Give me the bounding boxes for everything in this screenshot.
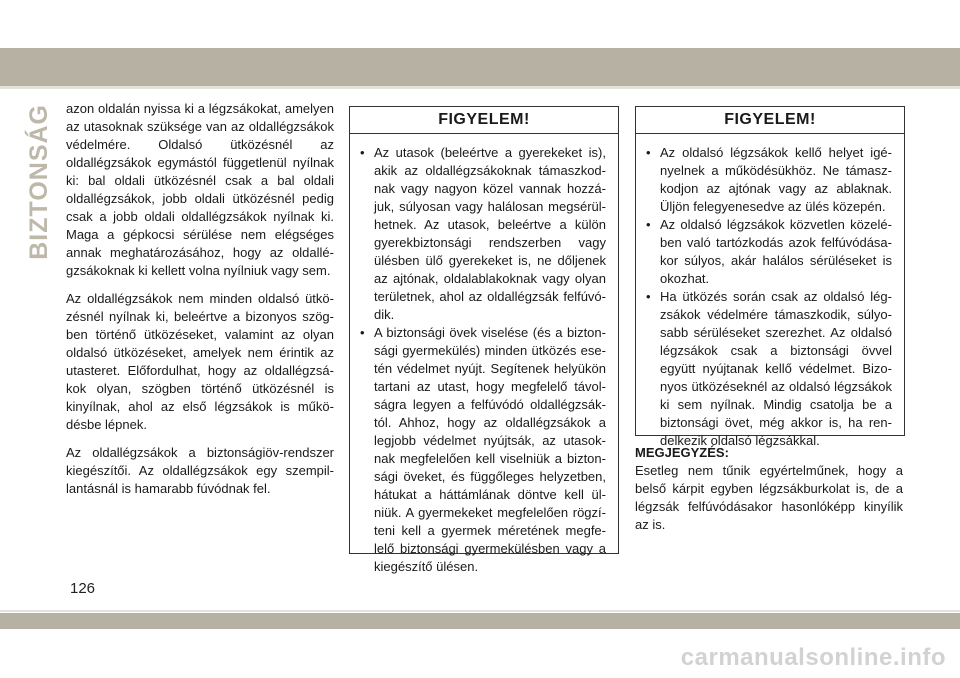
bullet-icon: • bbox=[646, 289, 651, 304]
warning-item bbox=[360, 324, 606, 576]
paragraph: Az oldallégzsákok a biztonságiöv-rendszer kiegészítői. Az oldallégzsákok egy szempillantásnál is hamarabb fúvódnak fel. bbox=[66, 445, 334, 496]
warning-box-2 bbox=[635, 106, 905, 448]
footer-band bbox=[0, 613, 960, 629]
warning-item-text: Az oldalsó légzsákok közvetlen közelében való tartózkodás azok felfúvódásakor súlyos, akár halálos sérüléseket is okozhat. bbox=[660, 217, 892, 286]
warning-title: FIGYELEM! bbox=[350, 107, 618, 134]
warning-list bbox=[636, 134, 904, 450]
page-number: 126 bbox=[70, 580, 96, 597]
warning-item bbox=[646, 216, 892, 288]
warning-list bbox=[350, 134, 618, 576]
note-block bbox=[635, 444, 903, 534]
section-label: BIZTONSÁG bbox=[24, 104, 53, 260]
warning-item-text: Az oldalsó légzsákok kellő helyet igényelnek a működésükhöz. Ne támaszkodjon az ajtónak vagy az ablaknak. Üljön felegyenesedve az ülés közepén. bbox=[660, 145, 892, 214]
warning-item bbox=[646, 144, 892, 216]
header-band bbox=[0, 48, 960, 86]
bullet-icon: • bbox=[646, 217, 651, 232]
warning-item bbox=[360, 144, 606, 324]
warning-item-text: A biztonsági övek viselése (és a biztonsági gyermekülés) minden ütközés esetén védelmet nyújt. Segítenek helyükön tartani az utast, hogy megfelelő távolságra legyen a felfúvódó oldallégzsáktól. Ahhoz, hogy az oldallégzsákok a legjobb védelmet nyújtsák, az utasoknak megfelelően kell viselniük a biztonsági öveket, és függőleges helyzetben, hátukat a háttámlának döntve kell ülniük. A gyermekeket megfelelően rögzíteni kell a gyermek méretének megfelelő biztonsági gyermekülésben vagy a kiegészítő ülésen. bbox=[374, 325, 606, 574]
warning-item bbox=[646, 288, 892, 450]
warning-item-text: Az utasok (beleértve a gyerekeket is), akik az oldallégzsákoknak támaszkodnak vagy nagyon közel vannak hozzájuk, súlyosan vagy halálosan megsérülhetnek. Az utasok, beleértve a külön gyerekbiztonsági rendszerben vagy ülésben ülő gyerekeket is, ne dőljenek az ajtónak, oldalablakoknak vagy olyan területnek, ahol az oldallégzsák felfúvódik. bbox=[374, 145, 606, 322]
note-heading: MEGJEGYZÉS: bbox=[635, 445, 729, 460]
warning-title: FIGYELEM! bbox=[636, 107, 904, 134]
bullet-icon: • bbox=[360, 145, 365, 160]
note-text: Esetleg nem tűnik egyértelműnek, hogy a belső kárpit egyben légzsákburkolat is, de a légzsák felfúvódásakor hasonlóképp kinyílik az is. bbox=[635, 463, 903, 532]
section-tab bbox=[22, 104, 56, 260]
footer-band-line bbox=[0, 610, 960, 612]
paragraph: azon oldalán nyissa ki a légzsákokat, amelyen az utasoknak szüksége van az oldallégzsákok védelmére. Oldalsó ütközésnél az oldallégzsákok egymástól függetlenül nyílnak ki: bal oldali ütközésnél csak a bal oldali oldallégzsákok, jobb oldali ütközésnél pedig csak a jobb oldali oldallégzsákok nyílnak ki. Maga a gépkocsi sérülése nem elégséges annak meghatározásához, hogy az oldallégzsákoknak ki kellett volna nyílniuk vagy sem. bbox=[66, 101, 334, 278]
bullet-icon: • bbox=[646, 145, 651, 160]
header-band-line bbox=[0, 86, 960, 89]
paragraph: Az oldallégzsákok nem minden oldalsó ütközésnél nyílnak ki, beleértve a bizonyos szögben történő ütközéseket, valamint az olyan oldalsó ütközéseket, amelyek nem érintik az utasteret. Előfordulhat, hogy az oldallégzsákok olyan, szögben történő ütközésnél is kinyílnak, ahol az első légzsákok is működésbe lépnek. bbox=[66, 291, 334, 432]
warning-item-text: Ha ütközés során csak az oldalsó légzsákok védelmére támaszkodik, súlyosabb sérüléseket szerezhet. Az oldalsó légzsákok csak a biztonsági övvel együtt nyújtanak kellő védelmet. Bizonyos ütközéseknél az oldalsó légzsákok ki sem nyílnak. Mindig csatolja be a biztonsági övet, még akkor is, ha rendelkezik oldalsó légzsákkal. bbox=[660, 289, 892, 448]
body-column bbox=[66, 100, 334, 508]
watermark: carmanualsonline.info bbox=[680, 644, 946, 671]
warning-box-1 bbox=[349, 106, 619, 574]
bullet-icon: • bbox=[360, 325, 365, 340]
